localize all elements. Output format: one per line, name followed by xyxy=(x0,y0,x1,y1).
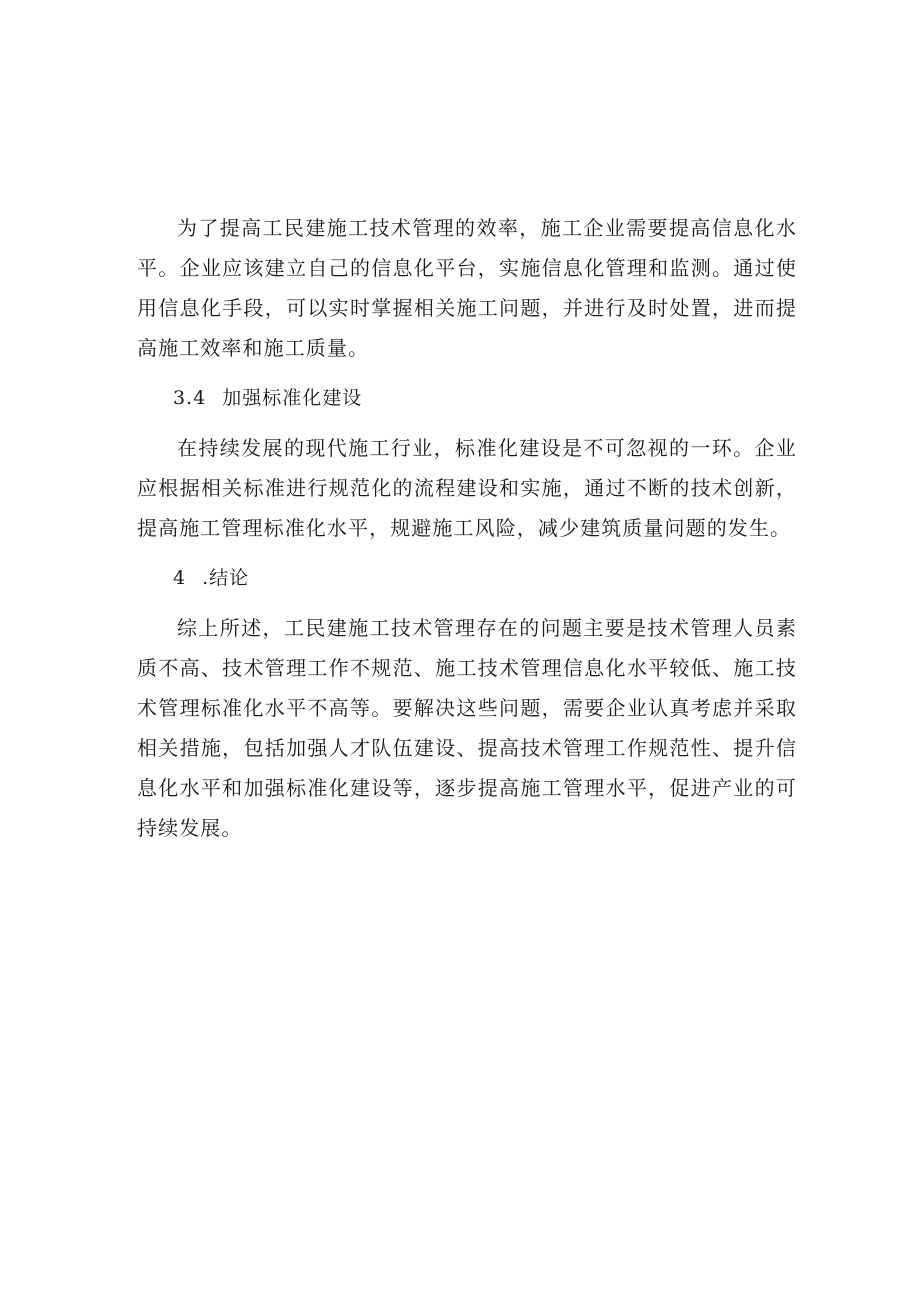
section-heading-4 xyxy=(137,558,797,598)
paragraph-standardization: 在持续发展的现代施工行业，标准化建设是不可忽视的一环。企业应根据相关标准进行规范化的流程建设和实施，通过不断的技术创新，提高施工管理标准化水平，规避施工风险，减少建筑质量问题的发生。 xyxy=(137,436,797,540)
paragraph-conclusion: 综上所述，工民建施工技术管理存在的问题主要是技术管理人员素质不高、技术管理工作不规范、施工技术管理信息化水平较低、施工技术管理标准化水平不高等。要解决这些问题，需要企业认真考虑并采取相关措施，包括加强人才队伍建设、提高技术管理工作规范性、提升信息化水平和加强标准化建设等，逐步提高施工管理水平，促进产业的可持续发展。 xyxy=(137,616,797,840)
section-number: 4 xyxy=(173,567,187,589)
document-body xyxy=(137,208,797,848)
section-title: .结论 xyxy=(202,567,250,589)
section-title: 加强标准化建设 xyxy=(222,387,363,409)
section-heading-3-4 xyxy=(137,378,797,418)
section-number: 3.4 xyxy=(173,387,207,409)
paragraph-informatization: 为了提高工民建施工技术管理的效率，施工企业需要提高信息化水平。企业应该建立自己的信息化平台，实施信息化管理和监测。通过使用信息化手段，可以实时掌握相关施工问题，并进行及时处置，进而提高施工效率和施工质量。 xyxy=(137,216,797,360)
